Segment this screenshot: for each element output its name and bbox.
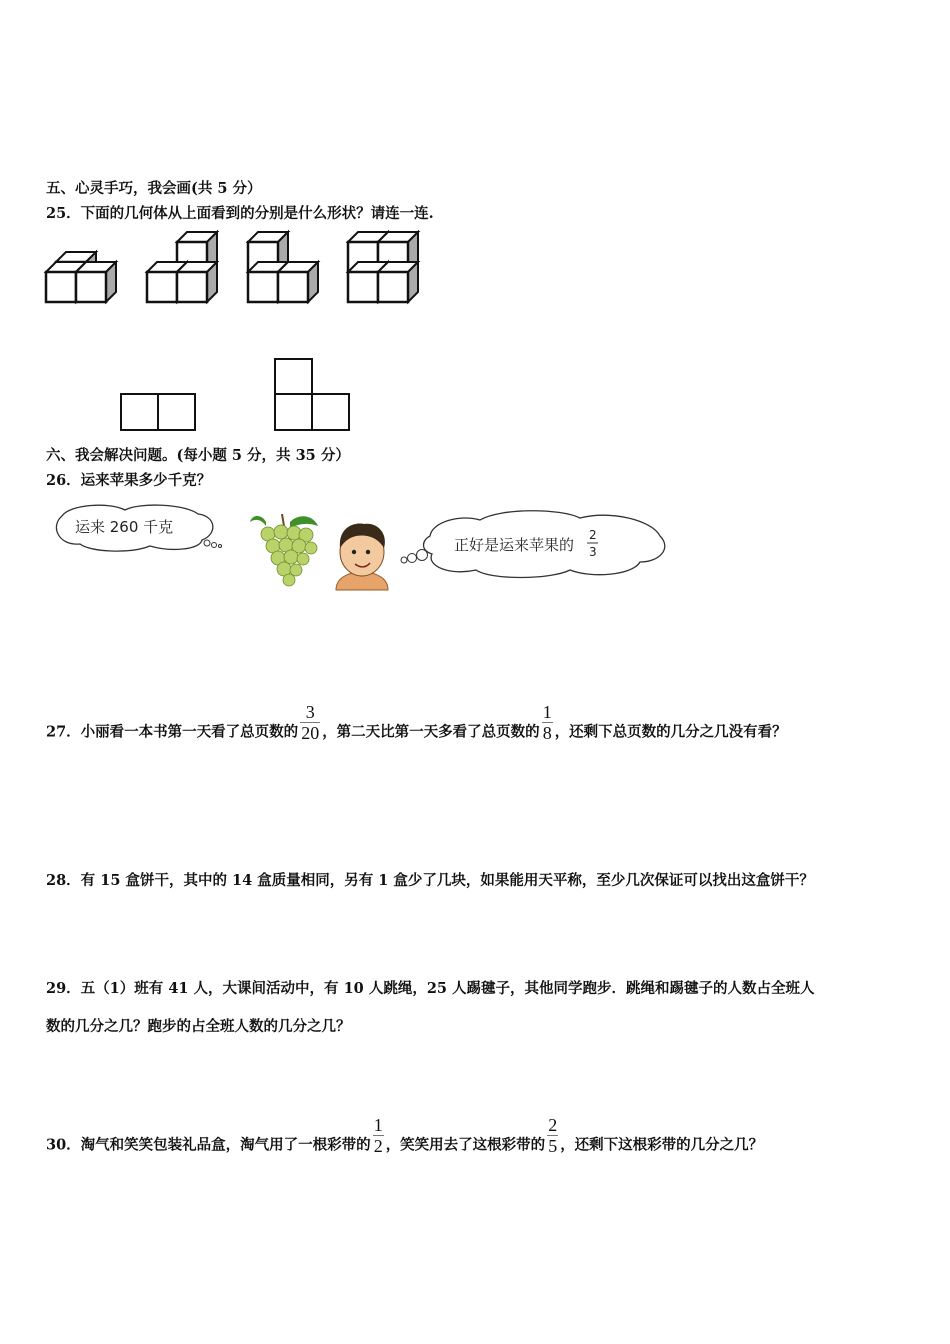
q30-text-3: ，还剩下这根彩带的几分之几？ — [560, 1136, 764, 1154]
q30-frac1-num: 1 — [373, 1115, 383, 1135]
q27-fraction-2 — [542, 702, 553, 743]
question-25: 25．下面的几何体从上面看到的分别是什么形状？请连一连. — [46, 205, 434, 222]
q30-text-1: 30．淘气和笑笑包装礼品盒，淘气用了一根彩带的 — [46, 1136, 371, 1154]
q27-text-1: 27．小丽看一本书第一天看了总页数的 — [46, 723, 299, 741]
left-thought-bubble — [56, 505, 221, 551]
q30-frac2-den: 5 — [548, 1136, 558, 1156]
top-view-shapes — [0, 350, 950, 440]
right-bubble-text: 正好是运来苹果的 — [454, 536, 575, 554]
q27-frac1-num: 3 — [305, 702, 315, 722]
q26-illustration — [0, 500, 950, 600]
q30-frac1-den: 2 — [373, 1136, 383, 1156]
block-figure-1 — [46, 252, 116, 302]
block-figure-4 — [348, 232, 418, 302]
q27-frac2-num: 1 — [542, 702, 552, 722]
q30-frac2-num: 2 — [548, 1115, 558, 1135]
question-28: 28．有 15 盒饼干，其中的 14 盒质量相同，另有 1 盒少了几块，如果能用天平称，至少几次保证可以找出这盒饼干？ — [46, 872, 814, 889]
question-26: 26．运来苹果多少千克？ — [46, 472, 212, 489]
question-29-line-1: 29．五（1）班有 41 人，大课间活动中，有 10 人跳绳，25 人踢毽子，其他同学跑步．跳绳和踢毽子的人数占全班人 — [46, 980, 815, 997]
section6-heading: 六、我会解决问题。(每小题 5 分，共 35 分） — [46, 447, 350, 464]
q27-frac1-den: 20 — [301, 723, 320, 743]
question-29-line-2: 数的几分之几？跑步的占全班人数的几分之几？ — [46, 1018, 351, 1035]
boy-icon — [336, 524, 388, 590]
section5-heading: 五、心灵手巧，我会画(共 5 分） — [46, 180, 262, 197]
q30-text-2: ，笑笑用去了这根彩带的 — [385, 1136, 546, 1154]
block-figure-2 — [147, 232, 217, 302]
question-27 — [46, 702, 787, 753]
left-bubble-text: 运来 260 千克 — [75, 518, 174, 536]
q27-fraction-1 — [300, 702, 320, 743]
q27-text-2: ，第二天比第一天多看了总页数的 — [322, 723, 540, 741]
q30-fraction-2 — [547, 1115, 558, 1156]
question-30 — [46, 1115, 764, 1166]
q27-frac2-den: 8 — [542, 723, 552, 743]
q30-fraction-1 — [373, 1115, 384, 1156]
top-view-two-squares — [121, 394, 195, 430]
right-thought-bubble — [401, 511, 665, 578]
block-figure-3 — [248, 232, 318, 302]
right-bubble-frac-num: 2 — [589, 528, 597, 542]
top-view-l-shape — [275, 359, 349, 430]
right-bubble-frac-den: 3 — [589, 545, 597, 559]
grapes-icon — [250, 514, 318, 586]
block-figures — [0, 0, 950, 320]
q27-text-3: ，还剩下总页数的几分之几没有看？ — [554, 723, 787, 741]
